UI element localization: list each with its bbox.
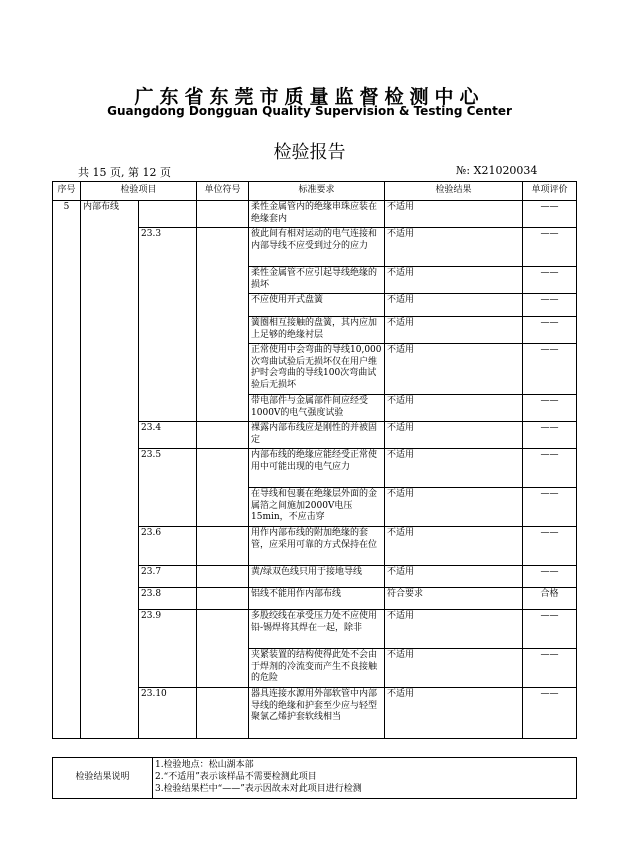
requirement-cell: 柔性金属管不应引起导线绝缘的损坏 bbox=[249, 267, 385, 294]
table-header-row bbox=[53, 182, 577, 201]
result-cell: 不适用 bbox=[385, 610, 523, 649]
header-result: 检验结果 bbox=[385, 182, 523, 201]
result-cell: 符合要求 bbox=[385, 588, 523, 610]
result-cell: 不适用 bbox=[385, 566, 523, 588]
summary-table bbox=[52, 757, 577, 799]
result-cell: 不适用 bbox=[385, 317, 523, 344]
clause-cell: 23.7 bbox=[139, 566, 197, 588]
result-cell: 不适用 bbox=[385, 527, 523, 566]
requirement-cell: 器具连接水源用外部软管中内部导线的绝缘和护套至少应与轻型聚氯乙烯护套软线相当 bbox=[249, 688, 385, 739]
requirement-cell: 内部布线的绝缘应能经受正常使用中可能出现的电气应力 bbox=[249, 449, 385, 488]
evaluation-cell: —— bbox=[523, 201, 577, 228]
evaluation-cell: —— bbox=[523, 228, 577, 267]
requirement-cell: 黄/绿双色线只用于接地导线 bbox=[249, 566, 385, 588]
result-cell: 不适用 bbox=[385, 688, 523, 739]
result-cell: 不适用 bbox=[385, 344, 523, 395]
requirement-cell: 带电部件与金属部件间应经受1000V的电气强度试验 bbox=[249, 395, 385, 422]
unit-cell bbox=[197, 201, 249, 228]
evaluation-cell: —— bbox=[523, 317, 577, 344]
evaluation-cell: —— bbox=[523, 395, 577, 422]
evaluation-cell: —— bbox=[523, 294, 577, 317]
clause-cell: 23.8 bbox=[139, 588, 197, 610]
requirement-cell: 裸露内部布线应是刚性的并被固定 bbox=[249, 422, 385, 449]
requirement-cell: 多股绞线在承受压力处不应使用铅-锡焊将其焊在一起，除非 bbox=[249, 610, 385, 649]
requirement-cell: 柔性金属管内的绝缘串珠应装在绝缘套内 bbox=[249, 201, 385, 228]
unit-cell bbox=[197, 610, 249, 688]
result-cell: 不适用 bbox=[385, 228, 523, 267]
result-cell: 不适用 bbox=[385, 422, 523, 449]
page-info: 共 15 页, 第 12 页 bbox=[78, 166, 171, 179]
evaluation-cell: —— bbox=[523, 649, 577, 688]
evaluation-cell: —— bbox=[523, 527, 577, 566]
unit-cell bbox=[197, 449, 249, 527]
requirement-cell: 用作内部布线的附加绝缘的套管，应采用可靠的方式保持在位 bbox=[249, 527, 385, 566]
result-cell: 不适用 bbox=[385, 267, 523, 294]
requirement-cell: 彼此间有相对运动的电气连接和内部导线不应受到过分的应力 bbox=[249, 228, 385, 267]
evaluation-cell: —— bbox=[523, 688, 577, 739]
unit-cell bbox=[197, 527, 249, 566]
clause-cell: 23.6 bbox=[139, 527, 197, 566]
seq-cell: 5 bbox=[53, 201, 81, 739]
evaluation-cell: 合格 bbox=[523, 588, 577, 610]
evaluation-cell: —— bbox=[523, 488, 577, 527]
requirement-cell: 不应使用开式盘簧 bbox=[249, 294, 385, 317]
org-name-cn: 广东省东莞市质量监督检测中心 bbox=[134, 86, 485, 108]
summary-note: 2.“不适用”表示该样品不需要检测此项目 bbox=[155, 772, 317, 782]
result-cell: 不适用 bbox=[385, 201, 523, 228]
clause-cell bbox=[139, 201, 197, 228]
summary-row bbox=[53, 758, 577, 799]
summary-label: 检验结果说明 bbox=[53, 758, 153, 799]
clause-cell: 23.4 bbox=[139, 422, 197, 449]
clause-cell: 23.9 bbox=[139, 610, 197, 688]
report-title: 检验报告 bbox=[273, 142, 346, 163]
header-evaluation: 单项评价 bbox=[523, 182, 577, 201]
clause-cell: 23.10 bbox=[139, 688, 197, 739]
result-cell: 不适用 bbox=[385, 488, 523, 527]
result-cell: 不适用 bbox=[385, 395, 523, 422]
requirement-cell: 夹紧装置的结构使得此处不会由于焊剂的冷流变而产生不良接触的危险 bbox=[249, 649, 385, 688]
requirement-cell: 正常使用中会弯曲的导线10,000次弯曲试验后无损坏仅在用户维护时会弯曲的导线100次弯曲试验后无损坏 bbox=[249, 344, 385, 395]
evaluation-cell: —— bbox=[523, 344, 577, 395]
summary-note: 1.检验地点：松山湖本部 bbox=[155, 760, 254, 770]
requirement-cell: 簧圈相互接触的盘簧，其内应加上足够的绝缘衬层 bbox=[249, 317, 385, 344]
unit-cell bbox=[197, 422, 249, 449]
inspection-table bbox=[52, 181, 577, 739]
evaluation-cell: —— bbox=[523, 566, 577, 588]
header-requirement: 标准要求 bbox=[249, 182, 385, 201]
report-number: №: X21020034 bbox=[456, 164, 538, 177]
header-unit: 单位符号 bbox=[197, 182, 249, 201]
unit-cell bbox=[197, 228, 249, 422]
evaluation-cell: —— bbox=[523, 610, 577, 649]
unit-cell bbox=[197, 588, 249, 610]
evaluation-cell: —— bbox=[523, 449, 577, 488]
result-cell: 不适用 bbox=[385, 294, 523, 317]
table-row bbox=[53, 201, 577, 228]
header-seq: 序号 bbox=[53, 182, 81, 201]
requirement-cell: 在导线和包裹在绝缘层外面的金属箔之间施加2000V电压15min，不应击穿 bbox=[249, 488, 385, 527]
result-cell: 不适用 bbox=[385, 649, 523, 688]
requirement-cell: 铝线不能用作内部布线 bbox=[249, 588, 385, 610]
item-name-cell: 内部布线 bbox=[81, 201, 139, 739]
summary-notes bbox=[153, 758, 577, 799]
evaluation-cell: —— bbox=[523, 422, 577, 449]
summary-note: 3.检验结果栏中“——”表示因故未对此项目进行检测 bbox=[155, 784, 362, 794]
clause-cell: 23.3 bbox=[139, 228, 197, 422]
evaluation-cell: —— bbox=[523, 267, 577, 294]
unit-cell bbox=[197, 688, 249, 739]
header-item: 检验项目 bbox=[81, 182, 197, 201]
result-cell: 不适用 bbox=[385, 449, 523, 488]
org-name-en: Guangdong Dongguan Quality Supervision & Testing Center bbox=[107, 104, 512, 118]
unit-cell bbox=[197, 566, 249, 588]
clause-cell: 23.5 bbox=[139, 449, 197, 527]
